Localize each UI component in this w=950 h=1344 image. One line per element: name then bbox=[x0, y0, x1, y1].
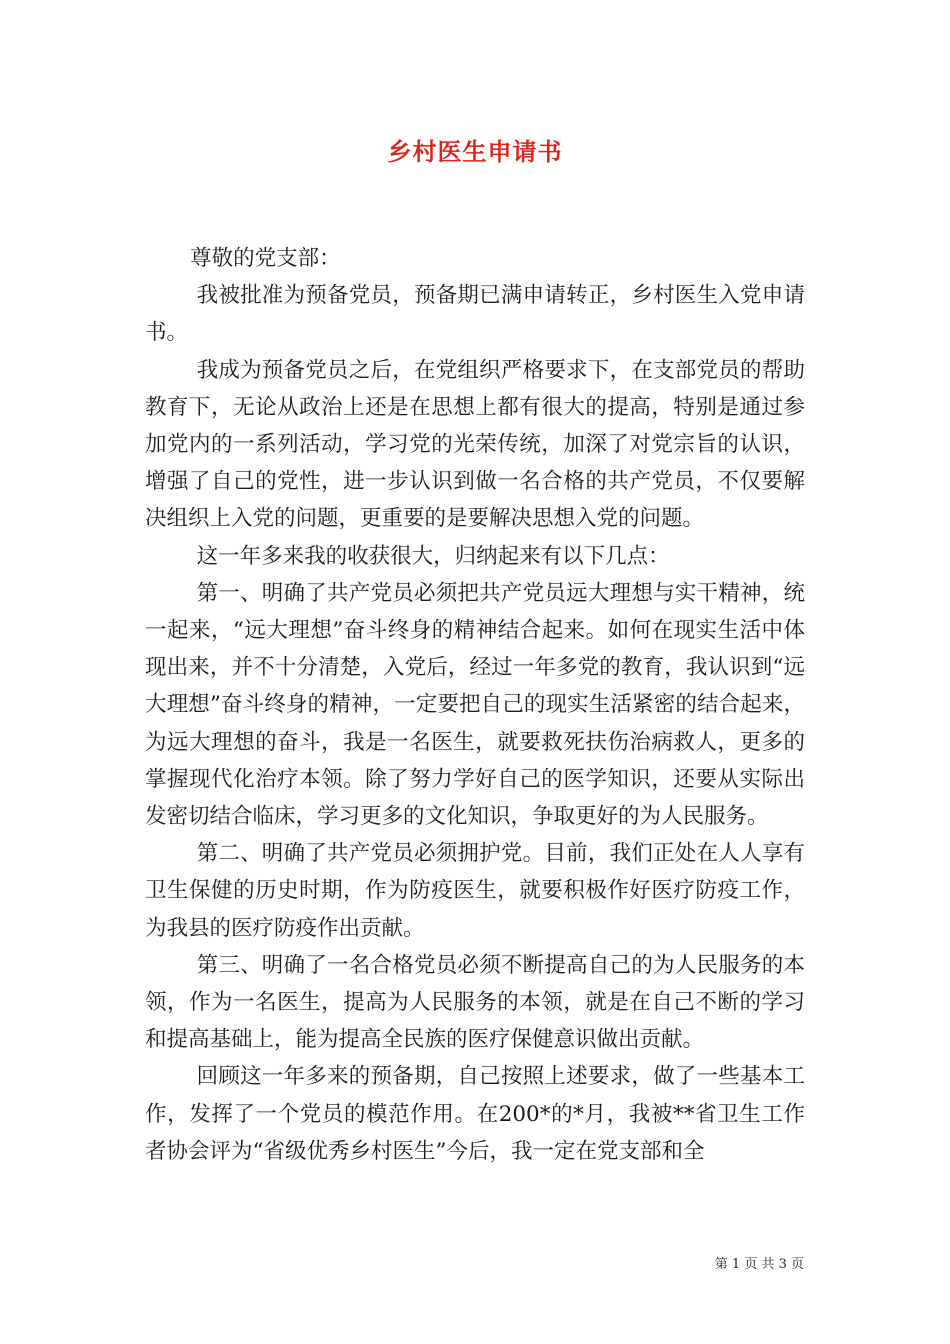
paragraph: 我被批准为预备党员，预备期已满申请转正，乡村医生入党申请书。 bbox=[145, 283, 805, 346]
page-number: 第 1 页 共 3 页 bbox=[714, 1257, 804, 1272]
paragraph: 第三、明确了一名合格党员必须不断提高自己的为人民服务的本领，作为一名医生，提高为人民服务的本领，就是在自己不断的学习和提高基础上，能为提高全民族的医疗保健意识做出贡献。 bbox=[145, 952, 805, 1053]
paragraph: 回顾这一年多来的预备期，自己按照上述要求，做了一些基本工作，发挥了一个党员的模范作用。在200*的*月，我被**省卫生工作者协会评为“省级优秀乡村医生”今后，我一定在党支部和全 bbox=[145, 1064, 805, 1164]
salutation: 尊敬的党支部： bbox=[190, 246, 341, 271]
paragraph: 第二、明确了共产党员必须拥护党。目前，我们正处在人人享有卫生保健的历史时期，作为防疫医生，就要积极作好医疗防疫工作，为我县的医疗防疫作出贡献。 bbox=[145, 841, 805, 941]
paragraph: 第一、明确了共产党员必须把共产党员远大理想与实干精神，统一起来，“远大理想”奋斗终身的精神结合起来。如何在现实生活中体现出来，并不十分清楚，入党后，经过一年多党的教育，我认识到“远大理想”奋斗终身的精神，一定要把自己的现实生活紧密的结合起来，为远大理想的奋斗，我是一名医生，就要救死扶伤治病救人，更多的掌握现代化治疗本领。除了努力学好自己的医学知识，还要从实际出发密切结合临床，学习更多的文化知识，争取更好的为人民服务。 bbox=[145, 580, 805, 830]
document-body bbox=[145, 240, 805, 1170]
paragraph: 这一年多来我的收获很大，归纳起来有以下几点： bbox=[196, 543, 670, 569]
document-title: 乡村医生申请书 bbox=[387, 137, 563, 166]
paragraph: 我成为预备党员之后，在党组织严格要求下，在支部党员的帮助教育下，无论从政治上还是在思想上都有很大的提高，特别是通过参加党内的一系列活动，学习党的光荣传统，加深了对党宗旨的认识，增强了自己的党性，进一步认识到做一名合格的共产党员，不仅要解决组织上入党的问题，更重要的是要解决思想入党的问题。 bbox=[145, 357, 805, 532]
